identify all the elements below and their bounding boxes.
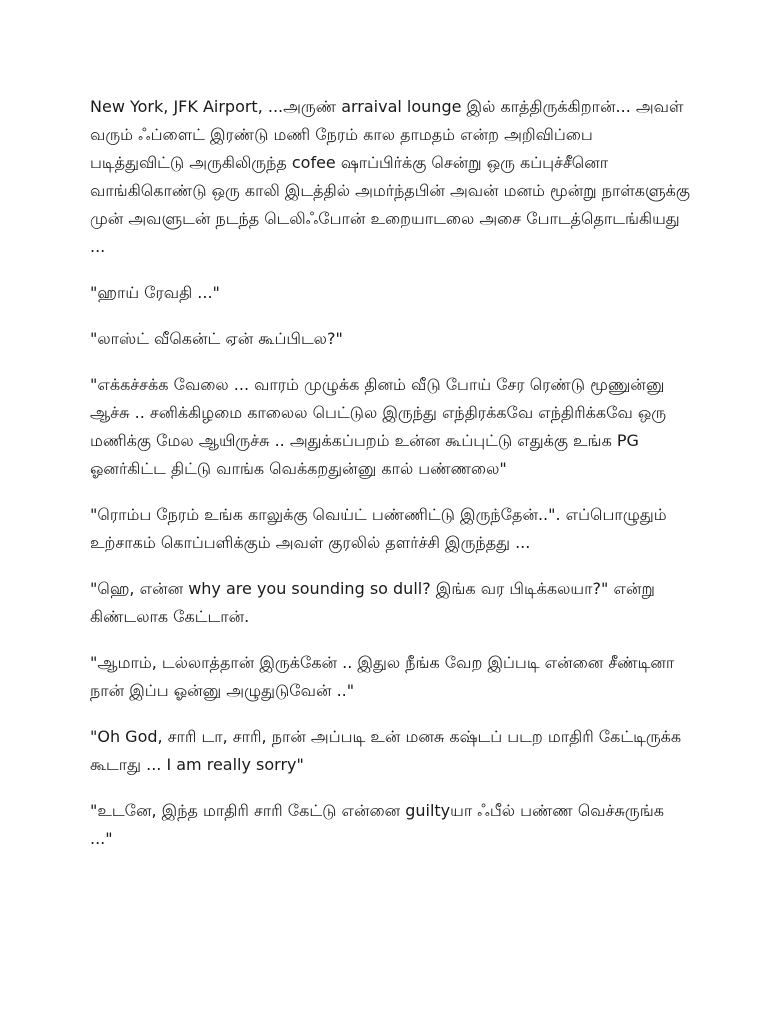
- paragraph-dialogue: "Oh God, சாரி டா, சாரி, நான் அப்படி உன் மனசு கஷ்டப் படற மாதிரி கேட்டிருக்க கூடாது ... I am really sorry": [90, 727, 682, 774]
- paragraph-dialogue: "ரொம்ப நேரம் உங்க காலுக்கு வெய்ட் பண்ணிட்டு இருந்தேன்..". எப்பொழுதும் உற்சாகம் கொப்பளிக்கும் அவள் குரலில் தளர்ச்சி இருந்தது ...: [90, 505, 667, 552]
- paragraph-intro: New York, JFK Airport, ...அருண் arraival lounge இல் காத்திருக்கிறான்... அவள் வரும் ஃப்ளைட் இரண்டு மணி நேரம் கால தாமதம் என்ற அறிவிப்பை படித்துவிட்டு அருகிலிருந்த cofee ஷாப்பிர்க்கு சென்று ஒரு கப்புச்சீனொ வாங்கிகொண்டு ஒரு காலி இடத்தில் அமர்ந்தபின் அவன் மனம் மூன்று நாள்களுக்கு முன் அவளுடன் நடந்த டெலிஃபோன் உறையாடலை அசை போடத்தொடங்கியது ...: [90, 97, 690, 256]
- document-body: [90, 93, 690, 871]
- paragraph-dialogue: "உடனே, இந்த மாதிரி சாரி கேட்டு என்னை guiltyயா ஃபீல் பண்ண வெச்சுருங்க ...": [90, 801, 664, 848]
- paragraph-dialogue: "லாஸ்ட் வீகென்ட் ஏன் கூப்பிடல?": [90, 329, 343, 348]
- paragraph-dialogue: "ஆமாம், டல்லாத்தான் இருக்கேன் .. இதுல நீங்க வேற இப்படி என்னை சீண்டினா நான் இப்ப ஓன்னு அழுதுடுவேன் ..": [90, 653, 675, 700]
- paragraph-dialogue: "ஹெ, என்ன why are you sounding so dull? இங்க வர பிடிக்கலயா?" என்று கிண்டலாக கேட்டான்.: [90, 579, 655, 626]
- paragraph-dialogue: "எக்கச்சக்க வேலை ... வாரம் முழுக்க தினம் வீடு போய் சேர ரெண்டு மூணுன்னு ஆச்சு .. சனிக்கிழமை காலைல பெட்டுல இருந்து எந்திரக்கவே எந்திரிக்கவே ஒரு மணிக்கு மேல ஆயிருச்சு .. அதுக்கப்பறம் உன்ன கூப்புட்டு எதுக்கு உங்க PG ஓனர்கிட்ட திட்டு வாங்க வெக்கறதுன்னு கால் பண்ணலை": [90, 375, 667, 478]
- paragraph-dialogue: "ஹாய் ரேவதி ...": [90, 283, 220, 302]
